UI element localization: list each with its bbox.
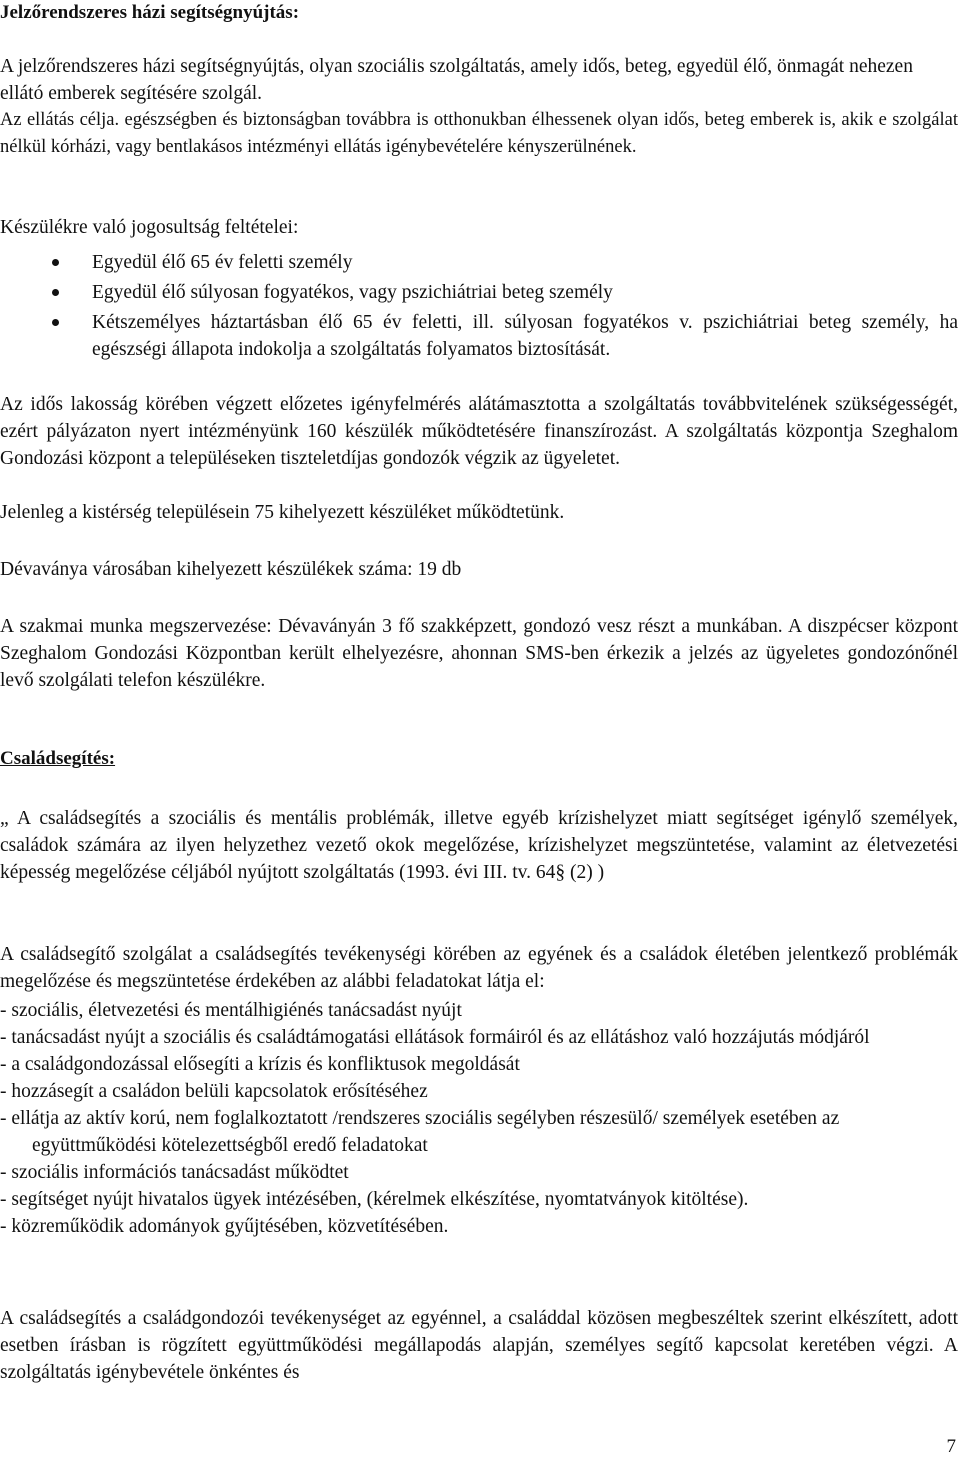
list-item: - a családgondozással elősegíti a krízis és konfliktusok megoldását <box>0 1054 520 1075</box>
tasks-list <box>0 997 958 1240</box>
definition-quote: „ A családsegítés a szociális és mentális problémák, illetve egyéb krízishelyzet miatt segítséget igénylő személyek, családok számára az ilyen helyzethez vezető okok megelőzése, krízishelyzet megszüntetése, valamint az életvezetési képesség megelőzése céljából nyújtott szolgáltatás (1993. évi III. tv. 64§ (2) ) <box>0 808 958 883</box>
devavanya-count-line: Dévaványa városában kihelyezett készülékek száma: 19 db <box>0 559 462 580</box>
list-item: - tanácsadást nyújt a szociális és családtámogatási ellátások formáiról és az ellátáshoz való hozzájutás módjáról <box>0 1027 870 1048</box>
list-item: Egyedül élő súlyosan fogyatékos, vagy pszichiátriai beteg személy <box>0 278 958 308</box>
current-devices-line: Jelenleg a kistérség településein 75 kihelyezett készüléket működtetünk. <box>0 502 565 523</box>
list-item: - segítséget nyújt hivatalos ügyek intézésében, (kérelmek elkészítése, nyomtatványok kitöltése). <box>0 1189 749 1210</box>
survey-paragraph: Az idős lakosság körében végzett előzetes igényfelmérés alátámasztotta a szolgáltatás továbbvitelének szükségességét, ezért pályázaton nyert intézményünk 160 készülék működtetésére finanszírozást. A szolgáltatás központja Szeghalom Gondozási központ a településeken tiszteletdíjas gondozók végzik az ügyeletet. <box>0 394 958 469</box>
intro-paragraph: A jelzőrendszeres házi segítségnyújtás, olyan szociális szolgáltatás, amely idős, beteg, egyedül élő, önmagát nehezen ellátó emberek segítésére szolgál. <box>0 56 913 104</box>
list-item: - hozzásegít a családon belüli kapcsolatok erősítéséhez <box>0 1081 428 1102</box>
list-item: - szociális, életvezetési és mentálhigiénés tanácsadást nyújt <box>0 1000 462 1021</box>
list-item: - ellátja az aktív korú, nem foglalkoztatott /rendszeres szociális segélyben részesülő/ személyek esetében az együttműködési kötelezettségből eredő feladatokat <box>0 1108 840 1156</box>
organization-paragraph: A szakmai munka megszervezése: Dévaványán 3 fő szakképzett, gondozó vesz részt a munkában. A diszpécser központ Szeghalom Gondozási Központban került elhelyezésre, ahonnan SMS-ben érkezik a jelzés az ügyeletes gondozónőnél levő szolgálati telefon készülékre. <box>0 616 958 691</box>
list-item: Egyedül élő 65 év feletti személy <box>0 248 958 278</box>
list-item: - közreműködik adományok gyűjtésében, közvetítésében. <box>0 1216 449 1237</box>
page-number: 7 <box>946 1436 956 1457</box>
eligibility-title: Készülékre való jogosultság feltételei: <box>0 217 299 238</box>
list-item: - szociális információs tanácsadást működtet <box>0 1162 349 1183</box>
section-heading-family-support: Családsegítés: <box>0 748 116 769</box>
section-heading-signal-system: Jelzőrendszeres házi segítségnyújtás: <box>0 2 300 23</box>
eligibility-list <box>0 248 958 363</box>
tasks-intro-paragraph: A családsegítő szolgálat a családsegítés tevékenységi körében az egyének és a családok életében jelentkező problémák megelőzése és megszüntetése érdekében az alábbi feladatokat látja el: <box>0 944 958 992</box>
aim-paragraph: Az ellátás célja. egészségben és biztonságban továbbra is otthonukban élhessenek olyan idős, beteg emberek is, akik e szolgálat nélkül kórházi, vagy bentlakásos intézményi ellátás igénybevételére kényszerülnének. <box>0 110 958 157</box>
closing-paragraph: A családsegítés a családgondozói tevékenységet az egyénnel, a családdal közösen megbeszéltek szerint elkészített, adott esetben írásban is rögzített együttműködési megállapodás alapján, személyes segítő kapcsolat keretében végzi. A szolgáltatás igénybevétele önkéntes és <box>0 1308 958 1383</box>
list-item: Kétszemélyes háztartásban élő 65 év feletti, ill. súlyosan fogyatékos v. pszichiátriai beteg személy, ha egészségi állapota indokolja a szolgáltatás folyamatos biztosítását. <box>0 308 958 363</box>
